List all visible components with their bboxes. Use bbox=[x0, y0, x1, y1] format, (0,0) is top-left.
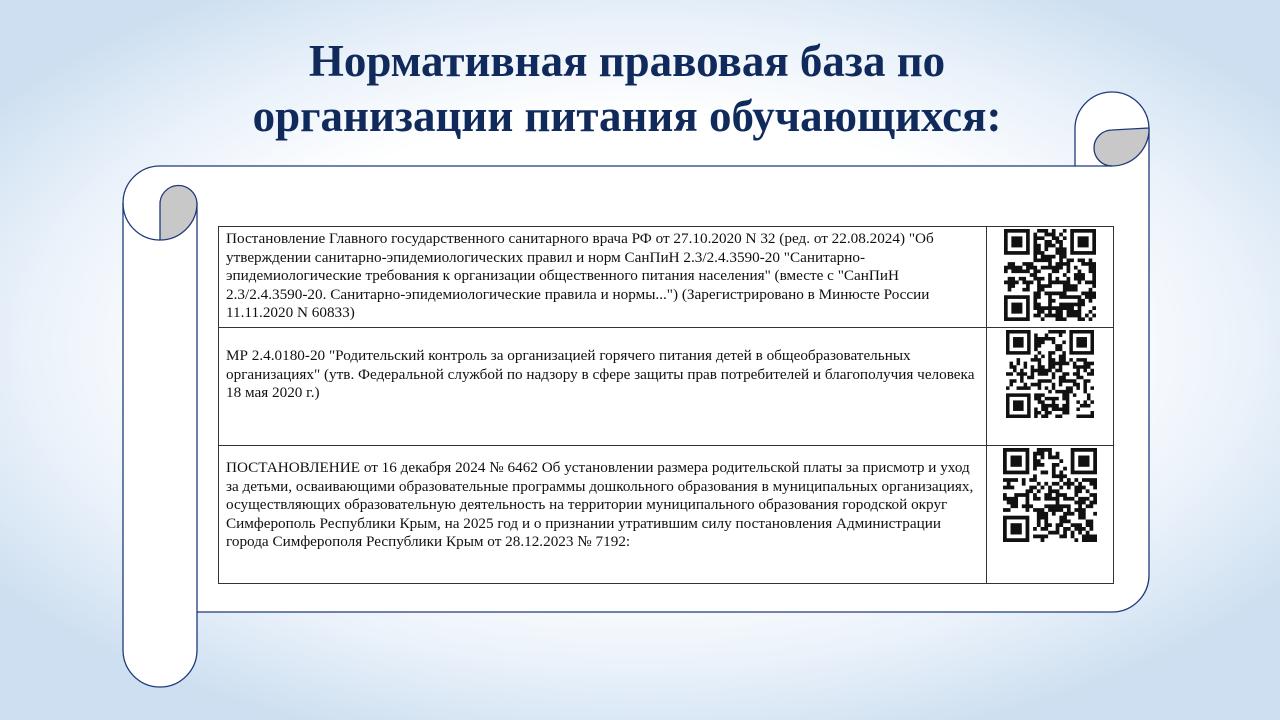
page-title-line-2: организации питания обучающихся: bbox=[252, 91, 1002, 141]
qr-code-icon[interactable] bbox=[997, 229, 1103, 321]
documents-table bbox=[218, 226, 1114, 584]
table-row bbox=[219, 327, 1114, 445]
table-row bbox=[219, 227, 1114, 328]
qr-cell bbox=[987, 445, 1114, 583]
document-text: Постановление Главного государственного санитарного врача РФ от 27.10.2020 N 32 (ред. от 22.08.2024) "Об утверждении санитарно-эпидемиологических правил и норм СанПиН 2.3/2.4.3590-20 "Санитарно-эпидемиологические требования к организации общественного питания населения" (вместе с "СанПиН 2.3/2.4.3590-20. Санитарно-эпидемиологические правила и нормы...") (Зарегистрировано в Минюсте России 11.11.2020 N 60833) bbox=[219, 227, 987, 328]
qr-cell bbox=[987, 227, 1114, 328]
table-row bbox=[219, 445, 1114, 583]
qr-cell bbox=[987, 327, 1114, 445]
qr-code-icon[interactable] bbox=[997, 330, 1103, 418]
document-text: ПОСТАНОВЛЕНИЕ от 16 декабря 2024 № 6462 Об установлении размера родительской платы за присмотр и уход за детьми, осваивающими образовательные программы дошкольного образования в муниципальных организациях, осуществляющих образовательную деятельность на территории муниципального образования городской округ Симферополь Республики Крым, на 2025 год и о признании утратившим силу постановления Администрации города Симферополя Республики Крым от 28.12.2023 № 7192: bbox=[219, 445, 987, 583]
document-text: МР 2.4.0180-20 "Родительский контроль за организацией горячего питания детей в общеобразовательных организациях" (утв. Федеральной службой по надзору в сфере защиты прав потребителей и благополучия человека 18 мая 2020 г.) bbox=[219, 327, 987, 445]
page-title-line-1: Нормативная правовая база по bbox=[308, 36, 946, 86]
qr-code-icon[interactable] bbox=[997, 448, 1103, 542]
